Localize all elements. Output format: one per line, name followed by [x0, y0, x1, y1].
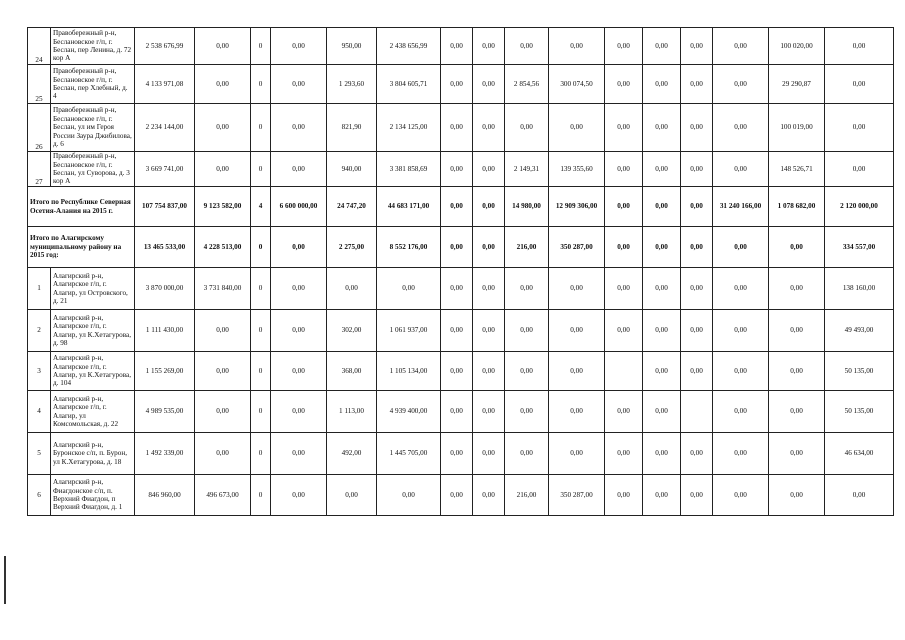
value-cell: 0,00 [271, 391, 327, 433]
address-cell: Алагирский р-н, Фиагдонское с/п, п. Верхний Фиагдон, п Верхний Фиагдон, д. 1 [51, 475, 135, 516]
value-cell: 0,00 [769, 391, 825, 433]
value-cell: 0,00 [473, 28, 505, 65]
value-cell: 29 290,87 [769, 65, 825, 104]
value-cell: 0,00 [505, 391, 549, 433]
value-cell: 0,00 [195, 352, 251, 391]
table-body [28, 28, 894, 516]
value-cell: 1 293,60 [327, 65, 377, 104]
value-cell: 0,00 [825, 28, 894, 65]
value-cell: 0,00 [643, 104, 681, 152]
value-cell: 2 275,00 [327, 227, 377, 268]
value-cell: 0,00 [643, 268, 681, 310]
value-cell: 0,00 [195, 391, 251, 433]
value-cell: 0,00 [549, 391, 605, 433]
value-cell: 2 234 144,00 [135, 104, 195, 152]
value-cell: 0,00 [271, 433, 327, 475]
value-cell: 1 078 682,00 [769, 187, 825, 227]
value-cell: 0 [251, 433, 271, 475]
value-cell: 9 123 582,00 [195, 187, 251, 227]
value-cell: 0,00 [505, 433, 549, 475]
value-cell: 0,00 [713, 310, 769, 352]
row-number: 2 [28, 310, 51, 352]
value-cell: 4 133 971,08 [135, 65, 195, 104]
table-row [28, 310, 894, 352]
value-cell: 0,00 [825, 104, 894, 152]
value-cell: 0 [251, 310, 271, 352]
value-cell: 0,00 [681, 352, 713, 391]
value-cell: 0,00 [377, 475, 441, 516]
value-cell: 0 [251, 152, 271, 187]
value-cell: 1 445 705,00 [377, 433, 441, 475]
value-cell [681, 391, 713, 433]
value-cell: 0,00 [505, 104, 549, 152]
value-cell: 0,00 [769, 310, 825, 352]
value-cell: 0,00 [681, 28, 713, 65]
value-cell: 0,00 [271, 28, 327, 65]
value-cell: 3 804 605,71 [377, 65, 441, 104]
value-cell: 0,00 [713, 65, 769, 104]
value-cell: 0,00 [713, 475, 769, 516]
value-cell: 148 526,71 [769, 152, 825, 187]
table-row [28, 28, 894, 65]
value-cell: 0,00 [505, 352, 549, 391]
value-cell: 0,00 [441, 104, 473, 152]
value-cell: 4 989 535,00 [135, 391, 195, 433]
row-number: 27 [28, 152, 51, 187]
value-cell: 0,00 [195, 433, 251, 475]
value-cell: 2 538 676,99 [135, 28, 195, 65]
value-cell: 0,00 [473, 227, 505, 268]
value-cell: 1 113,00 [327, 391, 377, 433]
value-cell: 0,00 [549, 104, 605, 152]
value-cell: 496 673,00 [195, 475, 251, 516]
value-cell: 0,00 [271, 152, 327, 187]
value-cell: 24 747,20 [327, 187, 377, 227]
value-cell: 0,00 [681, 268, 713, 310]
value-cell: 0,00 [643, 310, 681, 352]
value-cell: 0,00 [473, 152, 505, 187]
summary-label: Итого по Алагирскому муниципальному району на 2015 год: [28, 227, 135, 268]
value-cell: 0,00 [681, 310, 713, 352]
value-cell: 0,00 [643, 28, 681, 65]
row-number: 26 [28, 104, 51, 152]
value-cell: 138 160,00 [825, 268, 894, 310]
value-cell: 0,00 [769, 352, 825, 391]
row-number: 5 [28, 433, 51, 475]
value-cell: 0 [251, 65, 271, 104]
value-cell: 2 438 656,99 [377, 28, 441, 65]
value-cell: 0,00 [825, 475, 894, 516]
value-cell: 4 228 513,00 [195, 227, 251, 268]
value-cell: 0,00 [769, 433, 825, 475]
value-cell: 0,00 [473, 475, 505, 516]
value-cell: 1 492 339,00 [135, 433, 195, 475]
value-cell: 0,00 [605, 152, 643, 187]
table-row [28, 475, 894, 516]
value-cell: 0,00 [643, 475, 681, 516]
value-cell: 0,00 [681, 227, 713, 268]
value-cell: 14 980,00 [505, 187, 549, 227]
value-cell: 0,00 [271, 227, 327, 268]
value-cell: 0,00 [195, 104, 251, 152]
value-cell: 0,00 [505, 268, 549, 310]
value-cell: 0,00 [473, 187, 505, 227]
address-cell: Алагирский р-н, Буронское с/п, п. Бурон, ул К.Хетагурова, д. 18 [51, 433, 135, 475]
value-cell: 49 493,00 [825, 310, 894, 352]
value-cell: 0 [251, 352, 271, 391]
value-cell: 0,00 [549, 268, 605, 310]
value-cell: 846 960,00 [135, 475, 195, 516]
address-cell: Алагирский р-н, Алагирское г/п, г. Алагир, ул Островского, д. 21 [51, 268, 135, 310]
value-cell: 0,00 [195, 65, 251, 104]
value-cell [605, 352, 643, 391]
value-cell: 0,00 [441, 310, 473, 352]
value-cell: 0,00 [473, 65, 505, 104]
value-cell: 0,00 [605, 391, 643, 433]
value-cell: 13 465 533,00 [135, 227, 195, 268]
value-cell: 0,00 [549, 310, 605, 352]
value-cell: 3 381 858,69 [377, 152, 441, 187]
value-cell: 0,00 [441, 28, 473, 65]
value-cell: 4 [251, 187, 271, 227]
value-cell: 0 [251, 391, 271, 433]
value-cell: 100 019,00 [769, 104, 825, 152]
value-cell: 368,00 [327, 352, 377, 391]
value-cell: 0 [251, 475, 271, 516]
value-cell: 2 854,56 [505, 65, 549, 104]
value-cell: 0,00 [473, 310, 505, 352]
value-cell: 1 155 269,00 [135, 352, 195, 391]
value-cell: 0,00 [271, 65, 327, 104]
table-row [28, 152, 894, 187]
address-cell: Правобережный р-н, Беслановское г/п, г. Беслан, пер Ленина, д. 72 кор А [51, 28, 135, 65]
value-cell: 0,00 [441, 227, 473, 268]
value-cell: 950,00 [327, 28, 377, 65]
value-cell: 0,00 [769, 227, 825, 268]
value-cell: 0,00 [643, 352, 681, 391]
value-cell: 492,00 [327, 433, 377, 475]
value-cell: 0 [251, 227, 271, 268]
value-cell: 0,00 [605, 187, 643, 227]
value-cell: 0,00 [441, 433, 473, 475]
value-cell: 0,00 [271, 352, 327, 391]
value-cell: 0,00 [769, 475, 825, 516]
value-cell: 0,00 [505, 28, 549, 65]
value-cell: 0,00 [195, 28, 251, 65]
value-cell: 0,00 [643, 152, 681, 187]
value-cell: 107 754 837,00 [135, 187, 195, 227]
value-cell: 0,00 [681, 152, 713, 187]
value-cell: 0,00 [441, 65, 473, 104]
value-cell: 0,00 [549, 28, 605, 65]
value-cell: 0,00 [473, 433, 505, 475]
value-cell: 2 149,31 [505, 152, 549, 187]
value-cell: 0,00 [643, 391, 681, 433]
value-cell: 0,00 [195, 152, 251, 187]
value-cell: 0,00 [825, 65, 894, 104]
value-cell: 302,00 [327, 310, 377, 352]
value-cell: 0 [251, 268, 271, 310]
value-cell: 821,90 [327, 104, 377, 152]
value-cell: 46 634,00 [825, 433, 894, 475]
value-cell: 0,00 [713, 152, 769, 187]
summary-label: Итого по Республике Северная Осетия-Алания на 2015 г. [28, 187, 135, 227]
value-cell: 0,00 [643, 433, 681, 475]
value-cell: 8 552 176,00 [377, 227, 441, 268]
address-cell: Правобережный р-н, Беслановское г/п, г. Беслан, ул им Героя России Заура Джибилова, д. 6 [51, 104, 135, 152]
value-cell: 0,00 [473, 352, 505, 391]
value-cell: 3 731 840,00 [195, 268, 251, 310]
value-cell: 0,00 [271, 475, 327, 516]
value-cell: 0,00 [605, 310, 643, 352]
value-cell: 0,00 [605, 28, 643, 65]
value-cell: 0,00 [713, 433, 769, 475]
row-number: 25 [28, 65, 51, 104]
table-row [28, 391, 894, 433]
row-number: 1 [28, 268, 51, 310]
value-cell: 139 355,60 [549, 152, 605, 187]
value-cell: 0,00 [713, 391, 769, 433]
value-cell: 0,00 [713, 352, 769, 391]
table-row [28, 104, 894, 152]
value-cell: 0,00 [643, 227, 681, 268]
value-cell: 0,00 [271, 310, 327, 352]
value-cell: 2 134 125,00 [377, 104, 441, 152]
value-cell: 0,00 [825, 152, 894, 187]
value-cell: 0,00 [473, 391, 505, 433]
value-cell: 0,00 [441, 152, 473, 187]
row-number: 4 [28, 391, 51, 433]
value-cell: 0,00 [505, 310, 549, 352]
address-cell: Правобережный р-н, Беслановское г/п, г. Беслан, ул Суворова, д. 3 кор А [51, 152, 135, 187]
value-cell: 0,00 [713, 227, 769, 268]
value-cell: 0,00 [327, 268, 377, 310]
summary-row [28, 187, 894, 227]
value-cell: 0,00 [643, 187, 681, 227]
value-cell: 0,00 [605, 65, 643, 104]
address-cell: Правобережный р-н, Беслановское г/п, г. Беслан, пер Хлебный, д. 4 [51, 65, 135, 104]
value-cell: 0,00 [441, 268, 473, 310]
value-cell: 0,00 [643, 65, 681, 104]
value-cell: 0,00 [713, 268, 769, 310]
value-cell: 0,00 [549, 352, 605, 391]
address-cell: Алагирский р-н, Алагирское г/п, г. Алагир, ул Комсомольская, д. 22 [51, 391, 135, 433]
value-cell: 0,00 [605, 268, 643, 310]
row-number: 3 [28, 352, 51, 391]
value-cell: 216,00 [505, 227, 549, 268]
value-cell: 300 074,50 [549, 65, 605, 104]
value-cell: 100 020,00 [769, 28, 825, 65]
value-cell: 1 105 134,00 [377, 352, 441, 391]
value-cell: 50 135,00 [825, 352, 894, 391]
address-cell: Алагирский р-н, Алагирское г/п, г. Алагир, ул К.Хетагурова, д. 104 [51, 352, 135, 391]
value-cell: 0,00 [473, 104, 505, 152]
value-cell: 1 111 430,00 [135, 310, 195, 352]
summary-row [28, 227, 894, 268]
value-cell: 0,00 [713, 28, 769, 65]
value-cell: 0,00 [441, 391, 473, 433]
value-cell: 0,00 [377, 268, 441, 310]
scan-edge-mark [4, 556, 6, 604]
value-cell: 0,00 [605, 227, 643, 268]
value-cell: 0,00 [549, 433, 605, 475]
table-row [28, 268, 894, 310]
value-cell: 0,00 [473, 268, 505, 310]
value-cell: 216,00 [505, 475, 549, 516]
value-cell: 0 [251, 28, 271, 65]
value-cell: 0,00 [271, 104, 327, 152]
value-cell: 0,00 [681, 65, 713, 104]
value-cell: 0,00 [605, 475, 643, 516]
value-cell: 0,00 [713, 104, 769, 152]
row-number: 24 [28, 28, 51, 65]
value-cell: 0,00 [327, 475, 377, 516]
value-cell: 0,00 [769, 268, 825, 310]
value-cell: 3 870 000,00 [135, 268, 195, 310]
table-row [28, 352, 894, 391]
value-cell: 0,00 [441, 352, 473, 391]
value-cell: 3 669 741,00 [135, 152, 195, 187]
value-cell: 1 061 937,00 [377, 310, 441, 352]
value-cell: 334 557,00 [825, 227, 894, 268]
value-cell: 4 939 400,00 [377, 391, 441, 433]
value-cell: 0,00 [271, 268, 327, 310]
table-row [28, 433, 894, 475]
value-cell: 6 600 000,00 [271, 187, 327, 227]
row-number: 6 [28, 475, 51, 516]
value-cell: 0,00 [681, 433, 713, 475]
value-cell: 0,00 [195, 310, 251, 352]
value-cell: 0,00 [605, 104, 643, 152]
value-cell: 350 287,00 [549, 475, 605, 516]
value-cell: 31 240 166,00 [713, 187, 769, 227]
value-cell: 0,00 [441, 187, 473, 227]
table-row [28, 65, 894, 104]
value-cell: 0,00 [605, 433, 643, 475]
address-cell: Алагирский р-н, Алагирское г/п, г. Алагир, ул К.Хетагурова, д. 98 [51, 310, 135, 352]
capital-repair-table [27, 27, 894, 516]
value-cell: 12 909 306,00 [549, 187, 605, 227]
value-cell: 50 135,00 [825, 391, 894, 433]
value-cell: 2 120 000,00 [825, 187, 894, 227]
value-cell: 940,00 [327, 152, 377, 187]
value-cell: 0,00 [681, 104, 713, 152]
value-cell: 0,00 [681, 475, 713, 516]
value-cell: 0,00 [681, 187, 713, 227]
value-cell: 0,00 [441, 475, 473, 516]
value-cell: 44 683 171,00 [377, 187, 441, 227]
value-cell: 0 [251, 104, 271, 152]
value-cell: 350 287,00 [549, 227, 605, 268]
